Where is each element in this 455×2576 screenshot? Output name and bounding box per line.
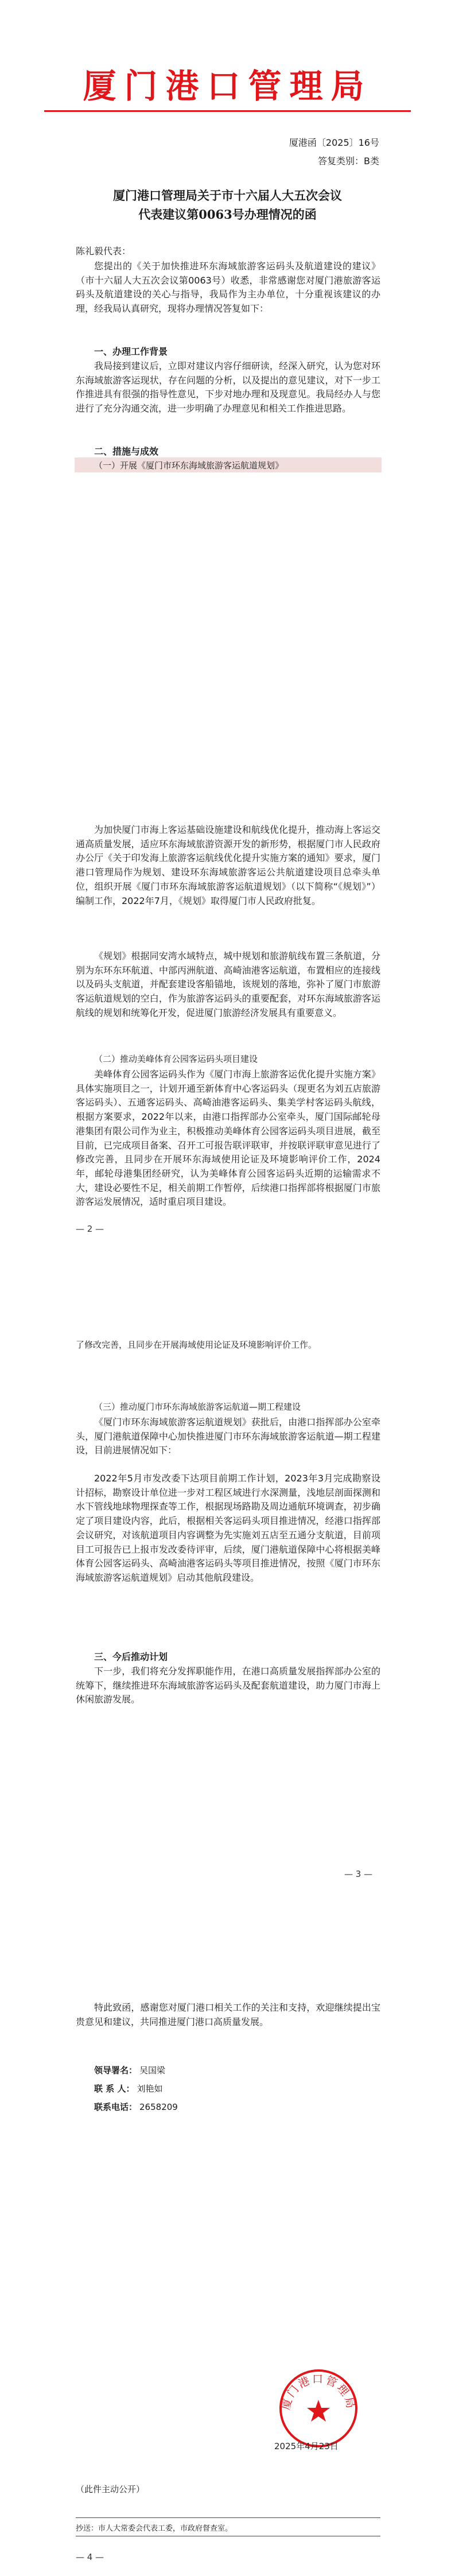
subsection3-body2: 2022年5月市发改委下达项目前期工作计划，2023年3月完成勘察设计招标，勘察设计单位进一步对工程区域进行水深测量，浅地层剖面探测和水下管线地球物理探查等工作，根据现场路勘及周边通航环境调查，初步确定了项目建设内容，此后，根据相关客运码头项目推进情况，经港口指挥部会议研究，对该航道项目内容调整为先实施刘五店至五通分支航道，目前项目工可报告已上报市发改委待评审，后续，厦门港航道保障中心将根据美峰体育公园客运码头、高崎油港客运码头等项目推进情况，按照《厦门市环东海域旅游客运航道规划》启动其他航段建设。	[76, 1473, 380, 1583]
subsection2-heading: （二）推动美峰体育公园客运码头项目建设	[94, 1054, 258, 1064]
org-masthead: 厦门港口管理局	[83, 67, 372, 106]
star-icon	[307, 2400, 330, 2422]
section2-heading: 二、措施与成效	[94, 446, 159, 457]
doc-title-line2: 代表建议第0063号办理情况的函	[138, 207, 317, 222]
closing-paragraph: 特此致函，感谢您对厦门港口相关工作的关注和支持，欢迎继续提出宝贵意见和建议，共同推进厦门港口高质量发展。	[76, 2002, 380, 2027]
greeting: 陈礼毅代表：	[76, 246, 131, 257]
page-number-2: — 2 —	[76, 1224, 104, 1234]
red-divider	[44, 110, 411, 112]
official-seal	[275, 2365, 361, 2451]
public-note: （此件主动公开）	[76, 2484, 145, 2494]
doc-title-line1: 厦门港口管理局关于市十六届人大五次会议	[113, 188, 342, 203]
section3-heading: 三、今后推动计划	[94, 1651, 168, 1662]
page-number-3: — 3 —	[344, 1869, 373, 1879]
subsection1-body1: 为加快厦门市海上客运基础设施建设和航线优化提升，推动海上客运交通高质量发展，适应环东海域旅游资源开发的新形势，根据厦门市人民政府办公厅《关于印发海上旅游客运航线优化提升实施方案的通知》要求，厦门港口管理局作为规划、建设环东海域旅游客运公共航道建设项目总牵头单位，组织开展《厦门市环东海域旅游客运航道规划》（以下简称“《规划》”）编制工作，2022年7月，《规划》取得厦门市人民政府批复。	[76, 824, 380, 906]
issue-date: 2025年4月23日	[274, 2441, 339, 2451]
subsection3-body1: 《厦门市环东海域旅游客运航道规划》获批后，由港口指挥部办公室牵头，厦门港航道保障中心加快推进厦门市环东海域旅游客运航道—期工程建设，目前进展情况如下：	[76, 1417, 380, 1456]
contact-phone: 联系电话： 2658209	[94, 2102, 178, 2112]
cc-line: 抄送：市人大常委会代表工委，市政府督查室。	[76, 2524, 233, 2533]
reply-category: 答复类别：B类	[318, 156, 379, 166]
section1-heading: 一、办理工作背景	[94, 346, 168, 357]
page-2	[0, 644, 455, 1288]
cc-top-rule	[76, 2517, 380, 2518]
subsection3-heading: （三）推动厦门市环东海域旅游客运航道—期工程建设	[94, 1402, 301, 1412]
contact-leader: 领导署名： 吴国梁	[94, 2065, 166, 2075]
seal-text: 厦门港口管理局	[279, 2373, 357, 2411]
intro-paragraph: 您提出的《关于加快推进环东海域旅游客运码头及航道建设的建议》（市十六届人大五次会议第0063号）收悉，非常感谢您对厦门港旅游客运码头及航道建设的关心与指导，我局作为主办单位，十分重视该建议的办理，经我局认真研究，现将办理情况答复如下：	[76, 261, 380, 315]
subsection1-heading: （一）开展《厦门市环东海域旅游客运航道规划》	[94, 460, 284, 471]
contact-person: 联 系 人： 刘艳如	[94, 2084, 163, 2094]
section1-body: 我局接到建议后，立即对建议内容仔细研读，经深入研究，认为您对环东海域旅游客运现状，存在问题的分析，以及提出的意见建议，对下一步工作推进具有很强的指导性意见，下步对地办理和及现意见。我局经办人与您进行了充分沟通交流，进一步明确了办理意见和相关工作推进思路。	[76, 360, 380, 414]
page-3	[0, 1288, 455, 1932]
doc-number: 厦港函〔2025〕16号	[289, 137, 379, 148]
page-number-4: — 4 —	[76, 2552, 104, 2562]
subsection1-body2: 《规划》根据同安湾水域特点，城中规划和旅游航线布置三条航道，分别为东环东环航道、中部丙洲航道、高崎油港客运航道，布置相应的连接线以及码头支航道，并配套建设客船锚地，该规划的落地，弥补了厦门市旅游客运航道规划的空白，作为旅游客运码头的重要配套，对环东海域旅游客运航线的规划和统筹化开发，促进厦门旅游经济发展具有重要意义。	[76, 951, 380, 1018]
page-1	[0, 0, 455, 644]
subsection2-continued: 了修改完善，且同步在开展海域使用论证及环境影响评价工作。	[76, 1340, 317, 1350]
section3-body: 下一步，我们将充分发挥职能作用，在港口高质量发展指挥部办公室的统筹下，继续推进环东海域旅游客运码头及配套航道建设，助力厦门市海上休闲旅游发展。	[76, 1666, 380, 1705]
page-4	[0, 1932, 455, 2576]
subsection2-body: 美峰体育公园客运码头作为《厦门市海上旅游客运优化提升实施方案》具体实施项目之一，计划开通至新体育中心客运码头（现更名为刘五店旅游客运码头）、五通客运码头、高崎油港客运码头、集美学村客运码头航线，根据方案要求，2022年以来，由港口指挥部办公室牵头，厦门国际邮轮母港集团有限公司作为业主，积极推动美峰体育公园客运码头项目进展，截至目前，已完成项目备案、召开工可报告联评联审，并按联评联审意见进行了修改完善，且同步在开展环东海域使用论证及环境影响评价工作，2024年，邮轮母港集团经研究，认为美峰体育公园客运码头近期的运输需求不大，建设必要性不足，相关前期工作暂停，后续港口指挥部将根据厦门市旅游客运发展情况，适时重启项目建设。	[76, 1069, 380, 1208]
